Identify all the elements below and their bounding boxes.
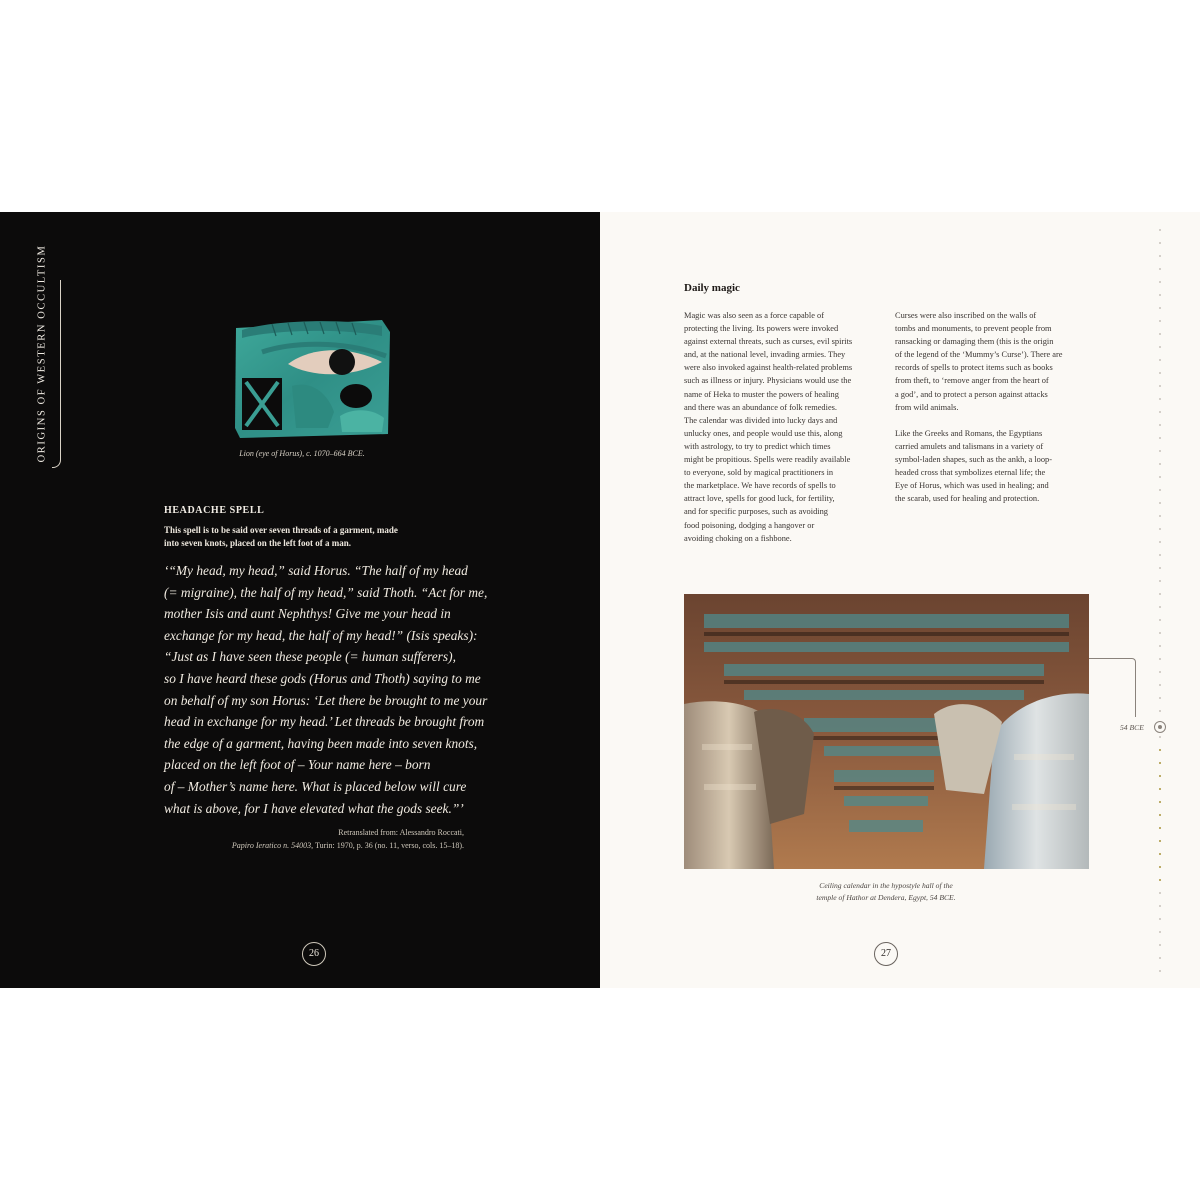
timeline-dot — [1159, 762, 1161, 764]
body-line: and, at the national level, invading armies. They — [684, 350, 846, 360]
timeline-dot — [1159, 632, 1161, 634]
body-line: against external threats, such as curses, evil spirits — [684, 337, 853, 347]
body-line: The calendar was divided into lucky days and — [684, 415, 838, 425]
timeline-dot — [1159, 970, 1161, 972]
body-line: Eye of Horus, which was used in healing; and — [895, 481, 1049, 491]
timeline-dot — [1159, 229, 1161, 231]
left-page — [0, 212, 600, 988]
body-line: headed cross that symbolizes eternal life; the — [895, 468, 1046, 478]
body-line: from theft, to ‘remove anger from the heart of — [895, 376, 1049, 386]
body-line: food poisoning, dodging a hangover or — [684, 520, 815, 530]
timeline-dot — [1159, 398, 1161, 400]
timeline-dot — [1159, 801, 1161, 803]
timeline-dot — [1159, 502, 1161, 504]
book-spread — [0, 212, 1200, 988]
timeline-dot — [1159, 528, 1161, 530]
timeline-dot — [1159, 593, 1161, 595]
body-line: Magic was also seen as a force capable of — [684, 311, 824, 320]
timeline-dot — [1159, 957, 1161, 959]
spell-line: exchange for my head, the half of my head!” (Isis speaks): — [164, 627, 478, 643]
spell-text — [164, 560, 488, 819]
body-line: to everyone, sold by magical practitioners in — [684, 468, 834, 478]
timeline-dot — [1159, 242, 1161, 244]
photo-caption-line: temple of Hathor at Dendera, Egypt, 54 BCE. — [816, 893, 956, 902]
body-line: and for specific purposes, such as avoiding — [684, 507, 828, 517]
page-number-right: 27 — [874, 942, 898, 966]
spell-heading: HEADACHE SPELL — [164, 505, 265, 516]
spell-line: what is above, for I have elevated what the gods seek.”’ — [164, 800, 464, 816]
timeline-dot — [1159, 372, 1161, 374]
timeline-dot — [1159, 515, 1161, 517]
timeline-marker-icon — [1154, 721, 1166, 733]
photo-caption-line: Ceiling calendar in the hypostyle hall of the — [819, 881, 953, 890]
spell-line: the edge of a garment, having been made into seven knots, — [164, 735, 478, 751]
timeline-dot — [1159, 320, 1161, 322]
timeline-dot — [1159, 281, 1161, 283]
body-column-1 — [684, 309, 884, 545]
spell-line: head in exchange for my head.’ Let threads be brought from — [164, 714, 485, 730]
timeline-dot — [1159, 775, 1161, 777]
body-line: symbol-laden shapes, such as the ankh, a loop- — [895, 455, 1052, 465]
timeline-dot — [1159, 541, 1161, 543]
timeline-dot — [1159, 879, 1161, 881]
spell-line: (= migraine), the half of my head,” said Thoth. “Act for me, — [164, 584, 488, 600]
timeline-dot — [1159, 476, 1161, 478]
timeline-dot — [1159, 840, 1161, 842]
body-line: attract love, spells for good luck, for fertility, — [684, 494, 835, 504]
spell-intro — [164, 524, 454, 550]
timeline-dotted-line — [1158, 226, 1162, 976]
section-heading: Daily magic — [684, 282, 740, 294]
dendera-ceiling-photo — [684, 594, 1089, 869]
chapter-title-bracket — [52, 280, 61, 468]
body-line: with astrology, to try to predict which times — [684, 441, 831, 451]
body-line: carried amulets and talismans in a variety of — [895, 441, 1044, 451]
timeline-dot — [1159, 411, 1161, 413]
spell-line: so I have heard these gods (Horus and Thoth) saying to me — [164, 670, 481, 686]
body-line: ransacking or damaging them (this is the origin — [895, 337, 1054, 347]
spell-line: ‘“My head, my head,” said Horus. “The half of my head — [164, 563, 468, 578]
timeline-dot — [1159, 710, 1161, 712]
timeline-date-label: 54 BCE — [1120, 723, 1144, 732]
running-chapter-title — [34, 246, 50, 460]
body-line: the marketplace. We have records of spells to — [684, 481, 836, 491]
body-line: unlucky ones, and people would use this, along — [684, 428, 843, 438]
spell-line: “Just as I have seen these people (= human sufferers), — [164, 649, 456, 665]
body-line: Curses were also inscribed on the walls of — [895, 311, 1037, 320]
timeline-dot — [1159, 554, 1161, 556]
timeline-dot — [1159, 385, 1161, 387]
body-line: tombs and monuments, to prevent people from — [895, 324, 1052, 334]
body-line: and there was an abundance of folk remedies. — [684, 402, 838, 412]
timeline-dot — [1159, 619, 1161, 621]
timeline-dot — [1159, 853, 1161, 855]
timeline-dot — [1159, 684, 1161, 686]
timeline-dot — [1159, 905, 1161, 907]
body-column-2 — [895, 309, 1095, 505]
right-page — [600, 212, 1200, 988]
timeline-dot — [1159, 333, 1161, 335]
source-line-1: Retranslated from: Alessandro Roccati, — [338, 828, 464, 837]
source-line-2 — [200, 839, 464, 852]
body-line: protecting the living. Its powers were invoked — [684, 324, 839, 334]
body-line: Like the Greeks and Romans, the Egyptians — [895, 428, 1043, 438]
timeline-dot — [1159, 463, 1161, 465]
timeline-dot — [1159, 606, 1161, 608]
timeline-dot — [1159, 658, 1161, 660]
source-details: , Turin: 1970, p. 36 (no. 11, verso, cols. 15–18). — [311, 841, 464, 850]
timeline-dot — [1159, 931, 1161, 933]
timeline-dot — [1159, 697, 1161, 699]
eye-of-horus-amulet-image — [232, 316, 392, 442]
timeline-dot — [1159, 866, 1161, 868]
timeline-dot — [1159, 944, 1161, 946]
timeline-dot — [1159, 736, 1161, 738]
spell-line: of – Mother’s name here. What is placed below will cure — [164, 778, 467, 794]
page-number-left: 26 — [302, 942, 326, 966]
timeline-dot — [1159, 918, 1161, 920]
amulet-caption: Lion (eye of Horus), c. 1070–664 BCE. — [239, 449, 365, 458]
paragraph-gap — [895, 414, 1095, 427]
body-line: records of spells to protect items such as books — [895, 363, 1053, 373]
timeline-dot — [1159, 424, 1161, 426]
body-line: were also invoked against health-related problems — [684, 363, 853, 373]
timeline-dot — [1159, 450, 1161, 452]
timeline-dot — [1159, 307, 1161, 309]
body-line: might be propitious. Spells were readily available — [684, 455, 851, 465]
timeline-dot — [1159, 814, 1161, 816]
body-line: from wild animals. — [895, 402, 959, 412]
timeline-dot — [1159, 892, 1161, 894]
timeline-dot — [1159, 359, 1161, 361]
source-citation — [200, 826, 464, 852]
spell-line: placed on the left foot of – Your name here – born — [164, 757, 431, 773]
body-line: the scarab, used for healing and protection. — [895, 494, 1040, 504]
timeline-dot — [1159, 294, 1161, 296]
timeline-dot — [1159, 827, 1161, 829]
timeline-dot — [1159, 255, 1161, 257]
timeline-leader-line — [1089, 658, 1136, 717]
body-line: name of Heka to muster the powers of healing — [684, 389, 839, 399]
timeline-dot — [1159, 489, 1161, 491]
timeline-dot — [1159, 437, 1161, 439]
timeline-dot — [1159, 645, 1161, 647]
body-line: avoiding choking on a fishbone. — [684, 533, 792, 543]
timeline-dot — [1159, 268, 1161, 270]
timeline-dot — [1159, 346, 1161, 348]
chapter-title-text: ORIGINS OF WESTERN OCCULTISM — [36, 244, 48, 462]
spell-line: mother Isis and aunt Nephthys! Give me your head in — [164, 606, 451, 622]
timeline-dot — [1159, 788, 1161, 790]
timeline-dot — [1159, 749, 1161, 751]
timeline-dot — [1159, 580, 1161, 582]
spell-intro-line: This spell is to be said over seven threads of a garment, made — [164, 525, 398, 535]
spell-intro-line: into seven knots, placed on the left foot of a man. — [164, 538, 351, 548]
body-line: a god’, and to protect a person against attacks — [895, 389, 1048, 399]
source-title: Papiro Ieratico n. 54003 — [231, 841, 312, 850]
photo-caption — [786, 880, 986, 904]
timeline-dot — [1159, 567, 1161, 569]
timeline-dot — [1159, 671, 1161, 673]
body-line: such as illness or injury. Physicians would use the — [684, 376, 852, 386]
body-line: of the legend of the ‘Mummy’s Curse’). There are — [895, 350, 1063, 360]
spell-line: on behalf of my son Horus: ‘Let there be brought to me your — [164, 692, 488, 708]
